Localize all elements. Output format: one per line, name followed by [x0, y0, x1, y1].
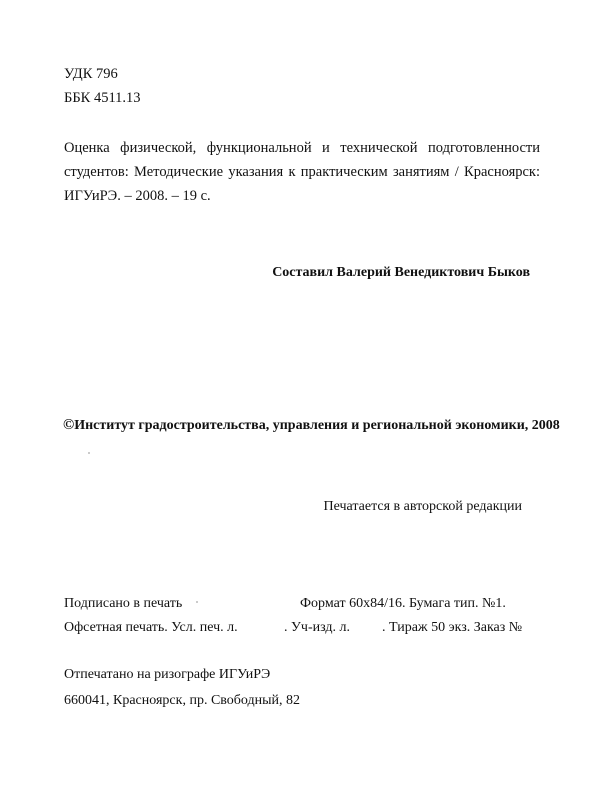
scan-speck — [196, 601, 198, 603]
editorial-note: Печатается в авторской редакции — [323, 499, 522, 514]
bbk-code: ББК 4511.13 — [64, 90, 141, 106]
circulation-info: . Тираж 50 экз. Заказ № — [382, 620, 523, 635]
signed-for-print: Подписано в печать — [64, 596, 183, 611]
compiler-credit: Составил Валерий Венедиктович Быков — [272, 265, 530, 280]
printer-address: 660041, Красноярск, пр. Свободный, 82 — [64, 693, 301, 708]
scan-speck — [88, 452, 90, 454]
publisher-sheets: . Уч-изд. л. — [284, 620, 350, 635]
printer-info: Отпечатано на ризографе ИГУиРЭ — [64, 667, 271, 682]
copyright-symbol: © — [63, 417, 75, 433]
udk-code: УДК 796 — [64, 66, 118, 82]
bibliographic-description: Оценка физической, функциональной и технической подготовленности студентов: Методические указания к практическим занятиям / Красноярск: ИГУиРЭ. – 2008. – 19 с. — [64, 140, 540, 204]
copyright-text: Институт градостроительства, управления и региональной экономики, 2008 — [74, 418, 560, 433]
specs-row-2 — [64, 618, 544, 638]
offset-print: Офсетная печать. Усл. печ. л. — [64, 620, 238, 635]
specs-row-1 — [64, 594, 544, 614]
copyright-notice — [63, 416, 560, 435]
format-info: Формат 60х84/16. Бумага тип. №1. — [300, 596, 506, 611]
